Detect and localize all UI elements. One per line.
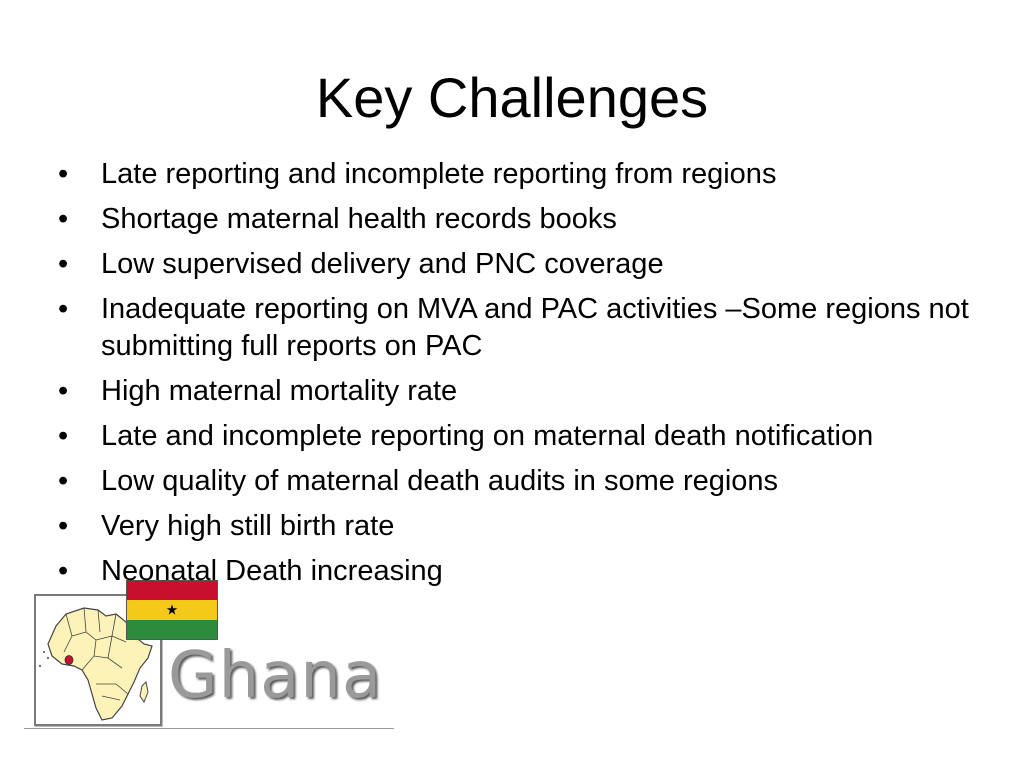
bullet-item: • Very high still birth rate	[58, 508, 978, 545]
bullet-item: • Inadequate reporting on MVA and PAC activities –Some regions not submitting full reports on PAC	[58, 291, 978, 365]
bullet-item: • Late and incomplete reporting on maternal death notification	[58, 418, 978, 455]
bullet-item: • Low quality of maternal death audits in some regions	[58, 463, 978, 500]
island-dot	[47, 657, 49, 659]
bullet-item: • Neonatal Death increasing	[58, 553, 978, 590]
bullet-item: • Shortage maternal health records books	[58, 201, 978, 238]
ghana-logo	[24, 578, 396, 732]
madagascar-shape	[140, 682, 148, 702]
island-dot	[39, 665, 41, 667]
logo-divider	[24, 728, 394, 729]
bullet-item: • High maternal mortality rate	[58, 373, 978, 410]
flag-yellow-stripe	[127, 600, 217, 619]
island-dot	[43, 651, 45, 653]
challenges-list	[58, 156, 978, 598]
flag-star-icon: ★	[165, 601, 179, 618]
ghana-highlight	[65, 656, 73, 665]
bullet-item: • Late reporting and incomplete reporting from regions	[58, 156, 978, 193]
flag-green-stripe	[127, 620, 217, 639]
slide-title: Key Challenges	[315, 66, 709, 129]
bullet-item: • Low supervised delivery and PNC coverage	[58, 246, 978, 283]
ghana-wordmark: Ghana	[168, 639, 383, 713]
